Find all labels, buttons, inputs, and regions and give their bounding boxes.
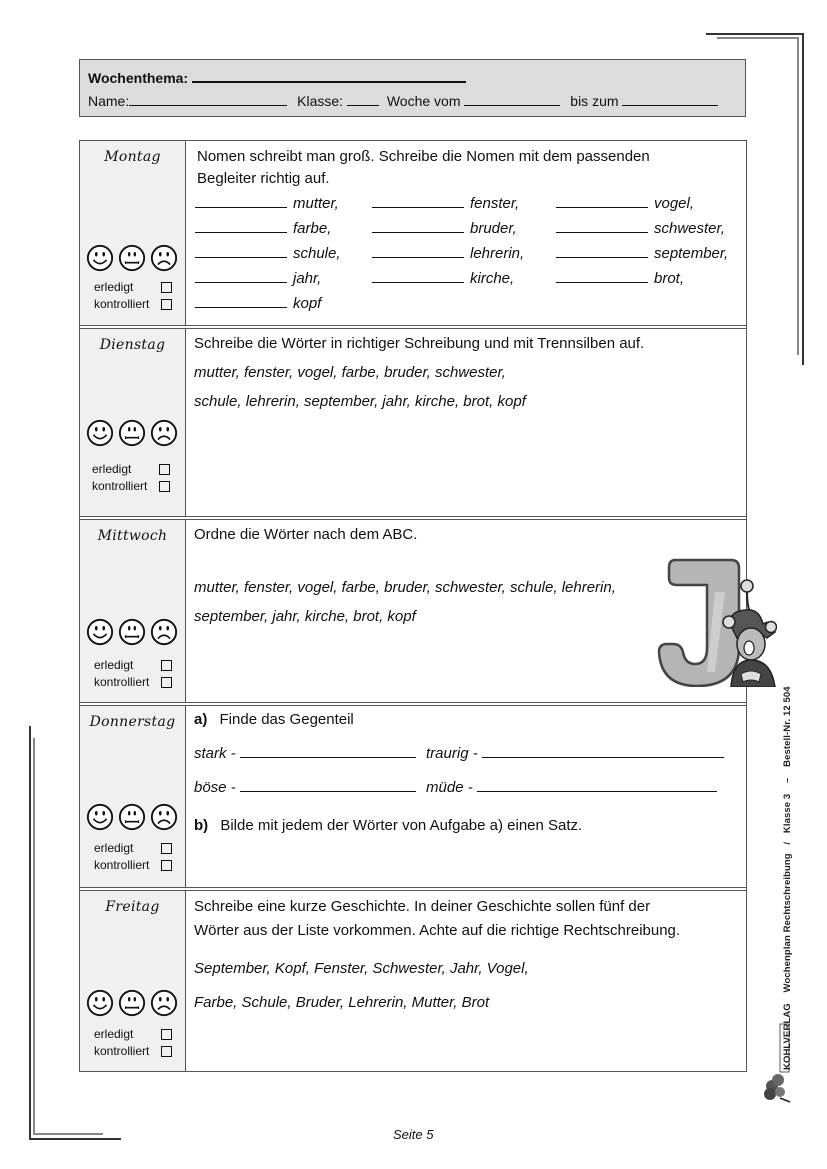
done-label: erledigt bbox=[92, 462, 132, 476]
task-a bbox=[194, 708, 738, 738]
day-sidebar-monday bbox=[80, 141, 186, 325]
day-row-monday bbox=[80, 141, 746, 325]
day-sidebar-friday bbox=[80, 891, 186, 1071]
word-item: bruder, bbox=[372, 216, 556, 241]
answer-blank[interactable] bbox=[195, 245, 287, 258]
word-item: brot, bbox=[556, 266, 746, 291]
smiley-sad-icon[interactable] bbox=[150, 989, 178, 1017]
checked-checkbox[interactable] bbox=[161, 1046, 172, 1057]
page-number: Seite 5 bbox=[393, 1127, 434, 1142]
word-item: september, bbox=[556, 241, 746, 266]
word-item: kopf bbox=[195, 291, 372, 316]
smiley-sad-icon[interactable] bbox=[150, 803, 178, 831]
task-tuesday bbox=[186, 329, 746, 516]
day-row-wednesday bbox=[80, 516, 746, 702]
answer-blank[interactable] bbox=[482, 743, 724, 758]
smiley-happy-icon[interactable] bbox=[86, 803, 114, 831]
status-checklist bbox=[94, 279, 172, 313]
status-checklist bbox=[94, 1026, 172, 1060]
task-marker: b) bbox=[194, 817, 209, 834]
checked-checkbox[interactable] bbox=[161, 677, 172, 688]
feedback-smileys bbox=[86, 618, 178, 646]
corner-bracket-top-right bbox=[706, 33, 804, 35]
task-thursday bbox=[186, 706, 746, 887]
instruction-line: Nomen schreibt man groß. Schreibe die Nomen mit dem passenden bbox=[197, 148, 650, 165]
word-item: vogel, bbox=[556, 191, 746, 216]
name-label: Name: bbox=[88, 93, 130, 109]
answer-blank[interactable] bbox=[556, 270, 648, 283]
answer-blank[interactable] bbox=[195, 220, 287, 233]
name-field[interactable] bbox=[129, 93, 287, 106]
done-label: erledigt bbox=[94, 280, 134, 294]
answer-blank[interactable] bbox=[240, 743, 416, 758]
answer-blank[interactable] bbox=[372, 245, 464, 258]
feedback-smileys bbox=[86, 419, 178, 447]
status-checklist bbox=[94, 840, 172, 874]
class-field[interactable] bbox=[347, 93, 379, 106]
word-item: farbe, bbox=[195, 216, 372, 241]
day-name: Donnerstag bbox=[89, 714, 176, 730]
day-sidebar-tuesday bbox=[80, 329, 186, 516]
answer-blank[interactable] bbox=[195, 295, 287, 308]
corner-bracket-bottom-left-inner bbox=[33, 1133, 103, 1135]
answer-blank[interactable] bbox=[372, 270, 464, 283]
word-item: schwester, bbox=[556, 216, 746, 241]
class-label: Klasse: bbox=[297, 93, 344, 109]
checked-label: kontrolliert bbox=[92, 479, 148, 493]
smiley-sad-icon[interactable] bbox=[150, 419, 178, 447]
answer-blank[interactable] bbox=[195, 195, 287, 208]
word-list-line: schule, lehrerin, september, jahr, kirche, brot, kopf bbox=[194, 393, 526, 410]
day-sidebar-thursday bbox=[80, 706, 186, 887]
word-list-line: mutter, fenster, vogel, farbe, bruder, schwester, bbox=[194, 364, 506, 381]
grade-label: Klasse 3 bbox=[782, 793, 793, 834]
task-text: Finde das Gegenteil bbox=[219, 711, 354, 728]
word-list-line: september, jahr, kirche, brot, kopf bbox=[194, 608, 416, 625]
corner-bracket-top-right-inner bbox=[717, 37, 799, 39]
answer-blank[interactable] bbox=[556, 245, 648, 258]
word-item: schule, bbox=[195, 241, 372, 266]
done-label: erledigt bbox=[94, 841, 134, 855]
corner-bracket-bottom-left bbox=[29, 726, 31, 1140]
instruction-line: Begleiter richtig auf. bbox=[197, 170, 330, 187]
done-label: erledigt bbox=[94, 1027, 134, 1041]
done-checkbox[interactable] bbox=[161, 1029, 172, 1040]
day-row-friday bbox=[80, 887, 746, 1071]
info-row bbox=[88, 90, 737, 112]
checked-label: kontrolliert bbox=[94, 858, 150, 872]
jester-letter-j-illustration bbox=[655, 552, 777, 687]
week-to-field[interactable] bbox=[622, 93, 718, 106]
smiley-neutral-icon[interactable] bbox=[118, 803, 146, 831]
corner-bracket-top-right bbox=[802, 33, 804, 365]
answer-blank[interactable] bbox=[477, 777, 717, 792]
publisher-name: KOHLVERLAG bbox=[782, 1003, 793, 1070]
product-name: Wochenplan Rechtschreibung bbox=[782, 853, 793, 993]
word-list bbox=[195, 191, 746, 316]
smiley-happy-icon[interactable] bbox=[86, 618, 114, 646]
smiley-happy-icon[interactable] bbox=[86, 244, 114, 272]
worksheet-header bbox=[79, 59, 746, 117]
word-list-line: Farbe, Schule, Bruder, Lehrerin, Mutter, Brot bbox=[194, 994, 490, 1011]
answer-blank[interactable] bbox=[556, 220, 648, 233]
word-item: fenster, bbox=[372, 191, 556, 216]
opposite-row: böse - müde - bbox=[194, 772, 738, 804]
task-marker: a) bbox=[194, 711, 208, 728]
task-monday bbox=[186, 141, 754, 325]
checked-label: kontrolliert bbox=[94, 1044, 150, 1058]
topic-label: Wochenthema: bbox=[88, 70, 189, 86]
week-from-label: Woche vom bbox=[386, 93, 461, 109]
instruction-line: Ordne die Wörter nach dem ABC. bbox=[194, 526, 418, 543]
weekly-plan-table bbox=[79, 140, 747, 1072]
feedback-smileys bbox=[86, 803, 178, 831]
smiley-happy-icon[interactable] bbox=[86, 989, 114, 1017]
done-checkbox[interactable] bbox=[161, 843, 172, 854]
smiley-neutral-icon[interactable] bbox=[118, 989, 146, 1017]
smiley-neutral-icon[interactable] bbox=[118, 419, 146, 447]
word-item: mutter, bbox=[195, 191, 372, 216]
opposite-row: stark - traurig - bbox=[194, 738, 738, 770]
answer-blank[interactable] bbox=[195, 270, 287, 283]
week-from-field[interactable] bbox=[464, 93, 560, 106]
word-item: lehrerin, bbox=[372, 241, 556, 266]
feedback-smileys bbox=[86, 989, 178, 1017]
done-checkbox[interactable] bbox=[161, 282, 172, 293]
publisher-sidebar-text: KOHLVERLAG Wochenplan Rechtschreibung / Klasse 3 – Bestell-Nr. 12 504 bbox=[782, 686, 793, 1070]
smiley-sad-icon[interactable] bbox=[150, 618, 178, 646]
day-row-tuesday bbox=[80, 325, 746, 516]
task-b bbox=[194, 814, 738, 838]
answer-blank[interactable] bbox=[372, 220, 464, 233]
status-checklist bbox=[94, 657, 172, 691]
day-name: Dienstag bbox=[99, 337, 166, 353]
checked-checkbox[interactable] bbox=[159, 481, 170, 492]
word-list-line: September, Kopf, Fenster, Schwester, Jahr, Vogel, bbox=[194, 960, 529, 977]
word-list-line: mutter, fenster, vogel, farbe, bruder, schwester, schule, lehrerin, bbox=[194, 579, 616, 596]
word-item: kirche, bbox=[372, 266, 556, 291]
day-name: Montag bbox=[104, 149, 161, 165]
instruction-line: Schreibe die Wörter in richtiger Schreibung und mit Trennsilben auf. bbox=[194, 335, 645, 352]
topic-field[interactable] bbox=[192, 69, 466, 83]
order-number: Bestell-Nr. 12 504 bbox=[782, 686, 793, 767]
day-row-thursday bbox=[80, 702, 746, 887]
done-checkbox[interactable] bbox=[161, 660, 172, 671]
checked-checkbox[interactable] bbox=[161, 299, 172, 310]
status-checklist bbox=[92, 461, 170, 495]
corner-bracket-bottom-left bbox=[29, 1138, 121, 1140]
feedback-smileys bbox=[86, 244, 178, 272]
checked-label: kontrolliert bbox=[94, 675, 150, 689]
word-item: jahr, bbox=[195, 266, 372, 291]
topic-row bbox=[88, 66, 737, 90]
smiley-neutral-icon[interactable] bbox=[118, 244, 146, 272]
done-checkbox[interactable] bbox=[159, 464, 170, 475]
done-label: erledigt bbox=[94, 658, 134, 672]
day-name: Freitag bbox=[105, 899, 160, 915]
instruction-line: Schreibe eine kurze Geschichte. In deiner Geschichte sollen fünf der bbox=[194, 898, 651, 915]
checked-checkbox[interactable] bbox=[161, 860, 172, 871]
day-sidebar-wednesday bbox=[80, 520, 186, 702]
corner-bracket-top-right-inner bbox=[797, 37, 799, 355]
answer-blank[interactable] bbox=[240, 777, 416, 792]
day-name: Mittwoch bbox=[97, 528, 168, 544]
answer-blank[interactable] bbox=[556, 195, 648, 208]
instruction-line: Wörter aus der Liste vorkommen. Achte auf die richtige Rechtschreibung. bbox=[194, 922, 681, 939]
checked-label: kontrolliert bbox=[94, 297, 150, 311]
corner-bracket-bottom-left-inner bbox=[33, 738, 35, 1135]
smiley-sad-icon[interactable] bbox=[150, 244, 178, 272]
week-to-label: bis zum bbox=[570, 93, 619, 109]
task-friday bbox=[186, 891, 746, 1071]
answer-blank[interactable] bbox=[372, 195, 464, 208]
task-text: Bilde mit jedem der Wörter von Aufgabe a) einen Satz. bbox=[220, 817, 583, 834]
smiley-happy-icon[interactable] bbox=[86, 419, 114, 447]
smiley-neutral-icon[interactable] bbox=[118, 618, 146, 646]
